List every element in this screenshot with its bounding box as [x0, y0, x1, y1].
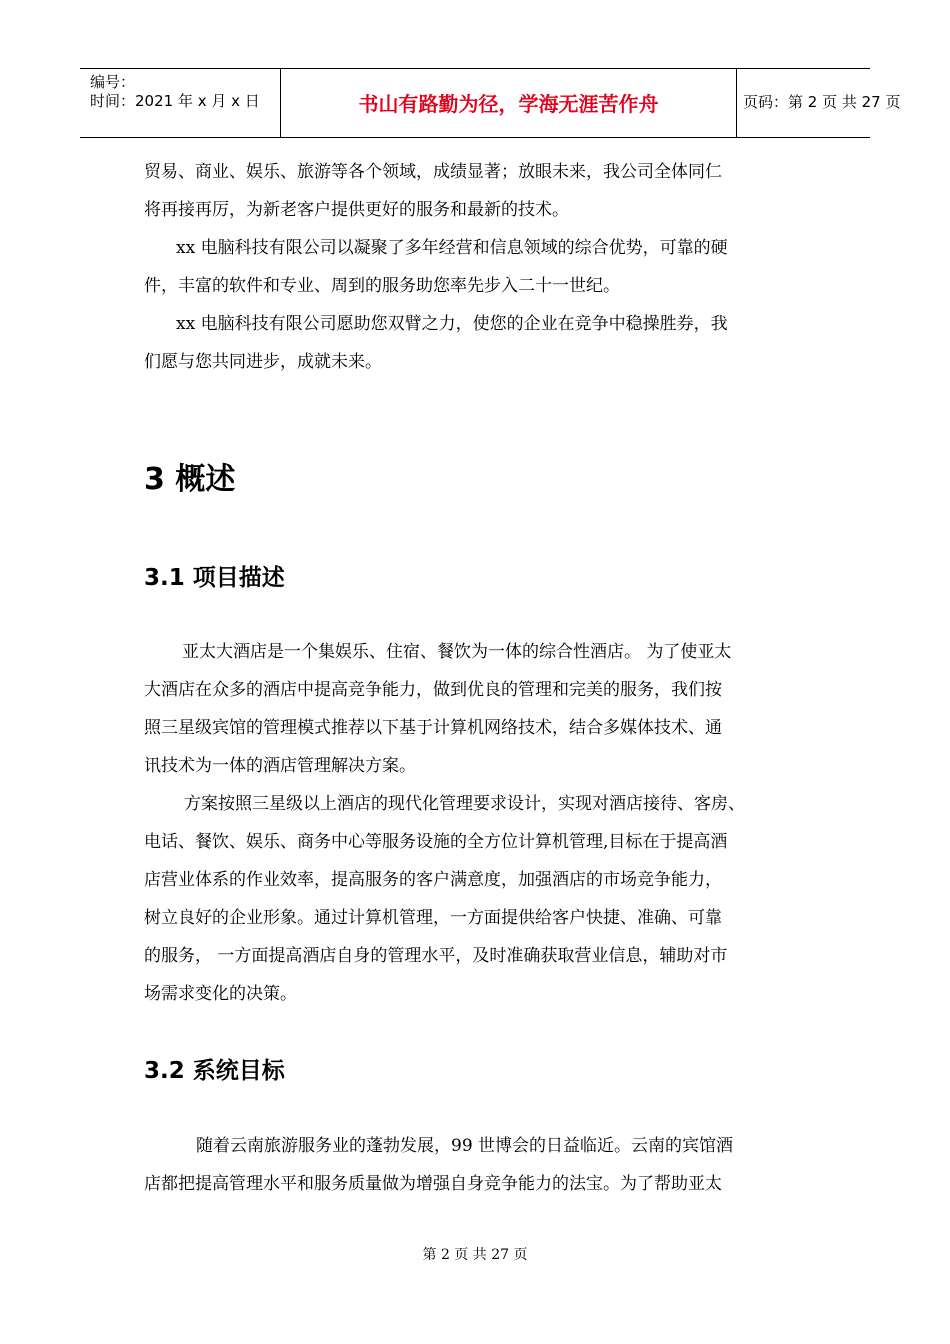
subsection-heading: 3.2 系统目标 — [144, 1058, 285, 1084]
paragraph-line: 亚太大酒店是一个集娱乐、住宿、餐饮为一体的综合性酒店。 为了使亚太 — [182, 642, 732, 662]
header-meta-cell — [80, 69, 281, 137]
paragraph-line: 的服务， 一方面提高酒店自身的管理水平，及时准确获取营业信息，辅助对市 — [144, 946, 728, 966]
paragraph-line: 讯技术为一体的酒店管理解决方案。 — [144, 756, 416, 776]
header-page-cell — [737, 69, 901, 137]
intro-line: 将再接再厉，为新老客户提供更好的服务和最新的技术。 — [144, 200, 569, 220]
intro-line: 贸易、商业、娱乐、旅游等各个领域，成绩显著；放眼未来，我公司全体同仁 — [144, 162, 722, 182]
intro-line: 件，丰富的软件和专业、周到的服务助您率先步入二十一世纪。 — [144, 276, 620, 296]
paragraph-line: 场需求变化的决策。 — [144, 984, 297, 1004]
page-footer: 第 2 页 共 27 页 — [422, 1247, 528, 1263]
subsection-heading: 3.1 项目描述 — [144, 565, 285, 591]
document-date-label: 时间：2021 年 x 月 x 日 — [90, 92, 260, 110]
header-motto-cell — [281, 69, 737, 137]
intro-line: xx 电脑科技有限公司愿助您双臂之力，使您的企业在竞争中稳操胜券，我 — [176, 314, 728, 334]
header-motto: 书山有路勤为径，学海无涯苦作舟 — [358, 92, 659, 116]
paragraph-line: 方案按照三星级以上酒店的现代化管理要求设计，实现对酒店接待、客房、 — [184, 794, 745, 814]
document-number-label: 编号： — [90, 73, 136, 91]
intro-line: xx 电脑科技有限公司以凝聚了多年经营和信息领域的综合优势，可靠的硬 — [176, 238, 728, 258]
paragraph-line: 电话、餐饮、娱乐、商务中心等服务设施的全方位计算机管理,目标在于提高酒 — [144, 832, 728, 852]
header-page-info: 页码：第 2 页 共 27 页 — [743, 93, 901, 111]
paragraph-line: 店都把提高管理水平和服务质量做为增强自身竞争能力的法宝。为了帮助亚太 — [144, 1174, 722, 1194]
paragraph-line: 随着云南旅游服务业的蓬勃发展，99 世博会的日益临近。云南的宾馆酒 — [196, 1136, 734, 1156]
intro-line: 们愿与您共同进步，成就未来。 — [144, 352, 382, 372]
page-header — [80, 68, 901, 138]
paragraph-line: 树立良好的企业形象。通过计算机管理，一方面提供给客户快捷、准确、可靠 — [144, 908, 722, 928]
paragraph-line: 大酒店在众多的酒店中提高竞争能力，做到优良的管理和完美的服务，我们按 — [144, 680, 722, 700]
paragraph-line: 照三星级宾馆的管理模式推荐以下基于计算机网络技术，结合多媒体技术、通 — [144, 718, 722, 738]
section-heading: 3 概述 — [144, 462, 236, 497]
paragraph-line: 店营业体系的作业效率，提高服务的客户满意度，加强酒店的市场竞争能力， — [144, 870, 722, 890]
